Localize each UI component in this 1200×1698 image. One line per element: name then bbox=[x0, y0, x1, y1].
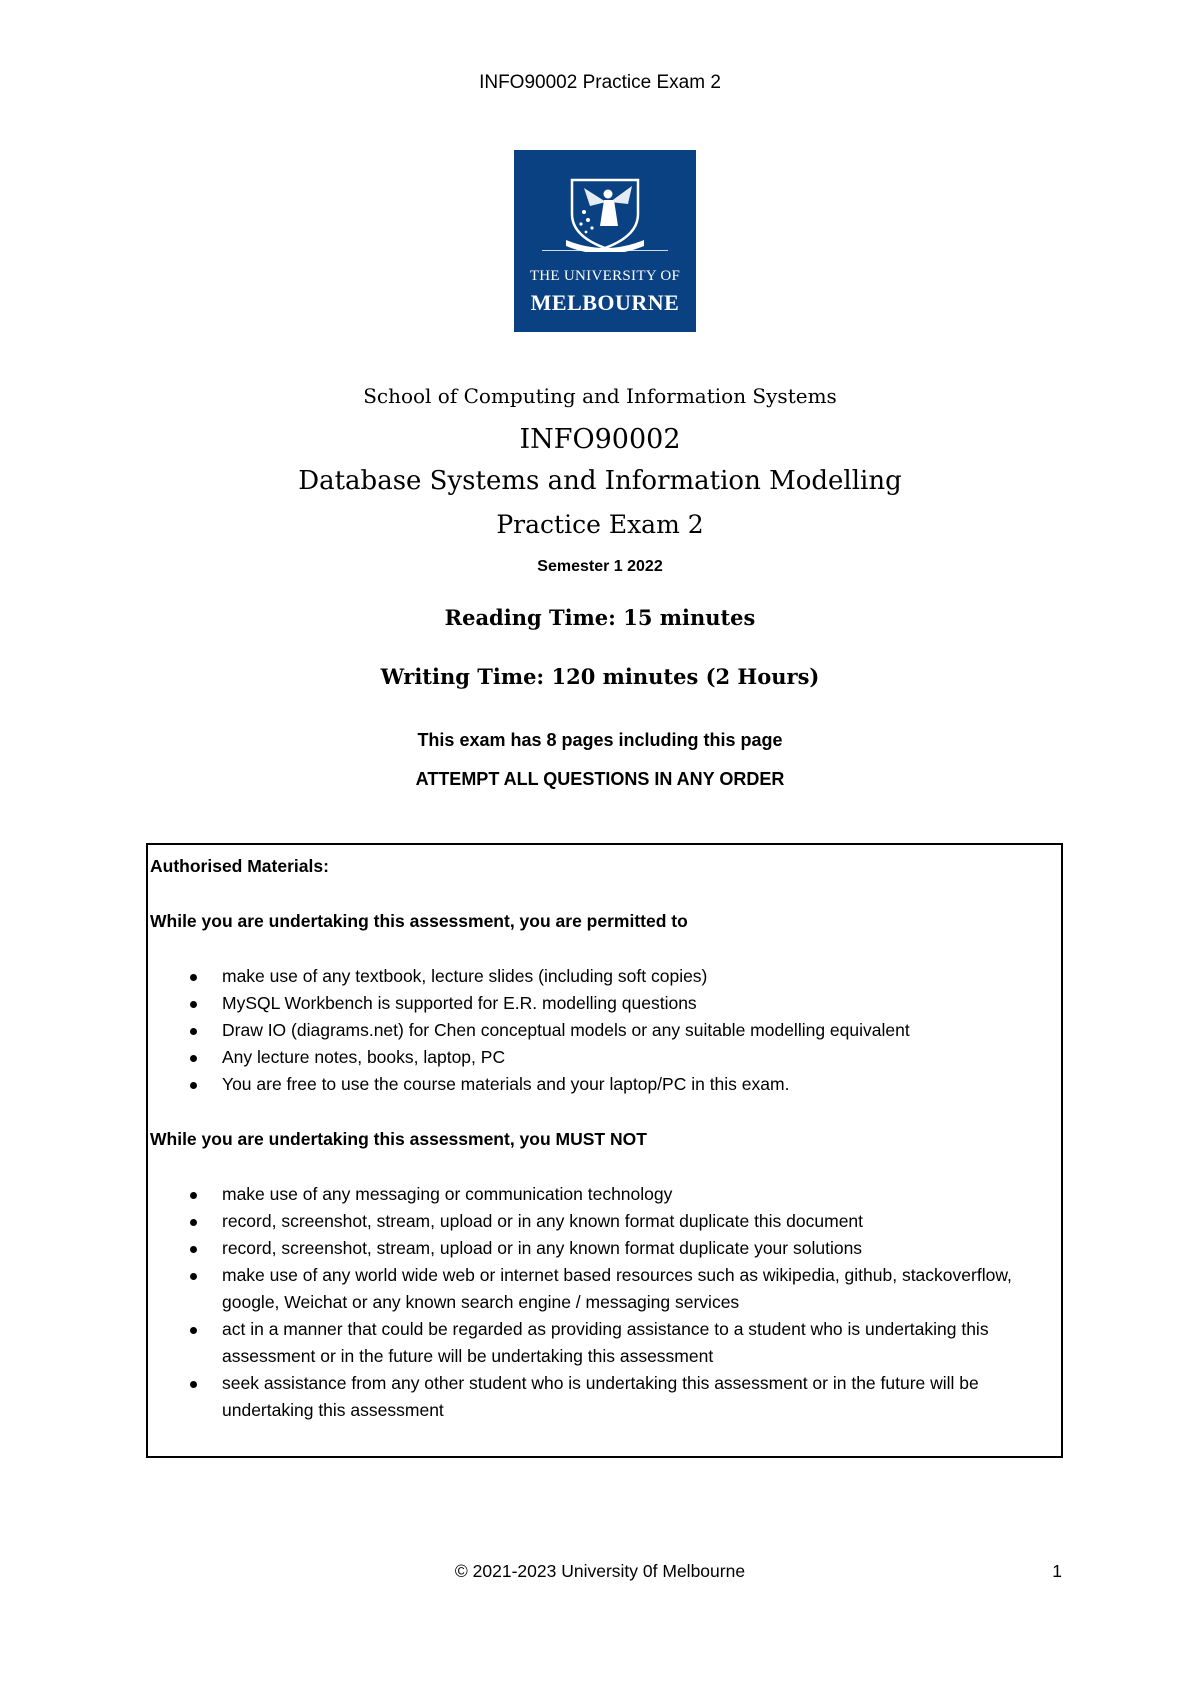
logo-divider bbox=[542, 250, 668, 251]
list-item: MySQL Workbench is supported for E.R. modelling questions bbox=[150, 990, 1061, 1017]
reading-time: Reading Time: 15 minutes bbox=[444, 605, 756, 630]
permitted-intro: While you are undertaking this assessment, you are permitted to bbox=[150, 911, 688, 931]
exam-title: Practice Exam 2 bbox=[496, 510, 704, 539]
bullet-icon bbox=[190, 1055, 197, 1062]
list-item: Any lecture notes, books, laptop, PC bbox=[150, 1044, 1061, 1071]
list-item: record, screenshot, stream, upload or in any known format duplicate your solutions bbox=[150, 1235, 1061, 1262]
authorised-materials-heading: Authorised Materials: bbox=[150, 856, 329, 876]
subject-code: INFO90002 bbox=[519, 424, 681, 455]
authorised-materials-box bbox=[146, 843, 1063, 1458]
subject-title: Database Systems and Information Modelling bbox=[298, 466, 902, 496]
bullet-icon bbox=[190, 1246, 197, 1253]
list-item: Draw IO (diagrams.net) for Chen conceptual models or any suitable modelling equivalent bbox=[150, 1017, 1061, 1044]
list-item: make use of any messaging or communication technology bbox=[150, 1181, 1061, 1208]
permitted-list bbox=[150, 963, 1061, 1098]
bullet-icon bbox=[190, 1001, 197, 1008]
attempt-instruction: ATTEMPT ALL QUESTIONS IN ANY ORDER bbox=[415, 769, 785, 789]
university-crest-icon bbox=[564, 174, 646, 252]
semester: Semester 1 2022 bbox=[537, 558, 663, 575]
page-number: 1 bbox=[1052, 1561, 1062, 1581]
list-item: act in a manner that could be regarded as providing assistance to a student who is undertaking this assessment or in the future will be undertaking this assessment bbox=[150, 1316, 1061, 1370]
university-logo bbox=[514, 150, 696, 332]
bullet-icon bbox=[190, 974, 197, 981]
bullet-icon bbox=[190, 1082, 197, 1089]
copyright-footer: © 2021-2023 University 0f Melbourne bbox=[454, 1561, 746, 1581]
page-count-note: This exam has 8 pages including this page bbox=[417, 730, 783, 750]
bullet-icon bbox=[190, 1381, 197, 1388]
bullet-icon bbox=[190, 1028, 197, 1035]
running-header: INFO90002 Practice Exam 2 bbox=[479, 72, 721, 93]
list-item: You are free to use the course materials and your laptop/PC in this exam. bbox=[150, 1071, 1061, 1098]
list-item: make use of any textbook, lecture slides (including soft copies) bbox=[150, 963, 1061, 990]
bullet-icon bbox=[190, 1273, 197, 1280]
prohibited-list bbox=[150, 1181, 1061, 1424]
bullet-icon bbox=[190, 1219, 197, 1226]
bullet-icon bbox=[190, 1327, 197, 1334]
school-name: School of Computing and Information Systems bbox=[363, 384, 837, 408]
logo-text-line2: MELBOURNE bbox=[530, 290, 680, 315]
list-item: record, screenshot, stream, upload or in any known format duplicate this document bbox=[150, 1208, 1061, 1235]
list-item: make use of any world wide web or internet based resources such as wikipedia, github, stackoverflow, google, Weichat or any known search engine / messaging services bbox=[150, 1262, 1061, 1316]
logo-text-line1: THE UNIVERSITY OF bbox=[529, 268, 681, 284]
list-item: seek assistance from any other student who is undertaking this assessment or in the future will be undertaking this assessment bbox=[150, 1370, 1061, 1424]
prohibited-intro: While you are undertaking this assessment, you MUST NOT bbox=[150, 1129, 647, 1149]
bullet-icon bbox=[190, 1192, 197, 1199]
writing-time: Writing Time: 120 minutes (2 Hours) bbox=[380, 664, 820, 689]
